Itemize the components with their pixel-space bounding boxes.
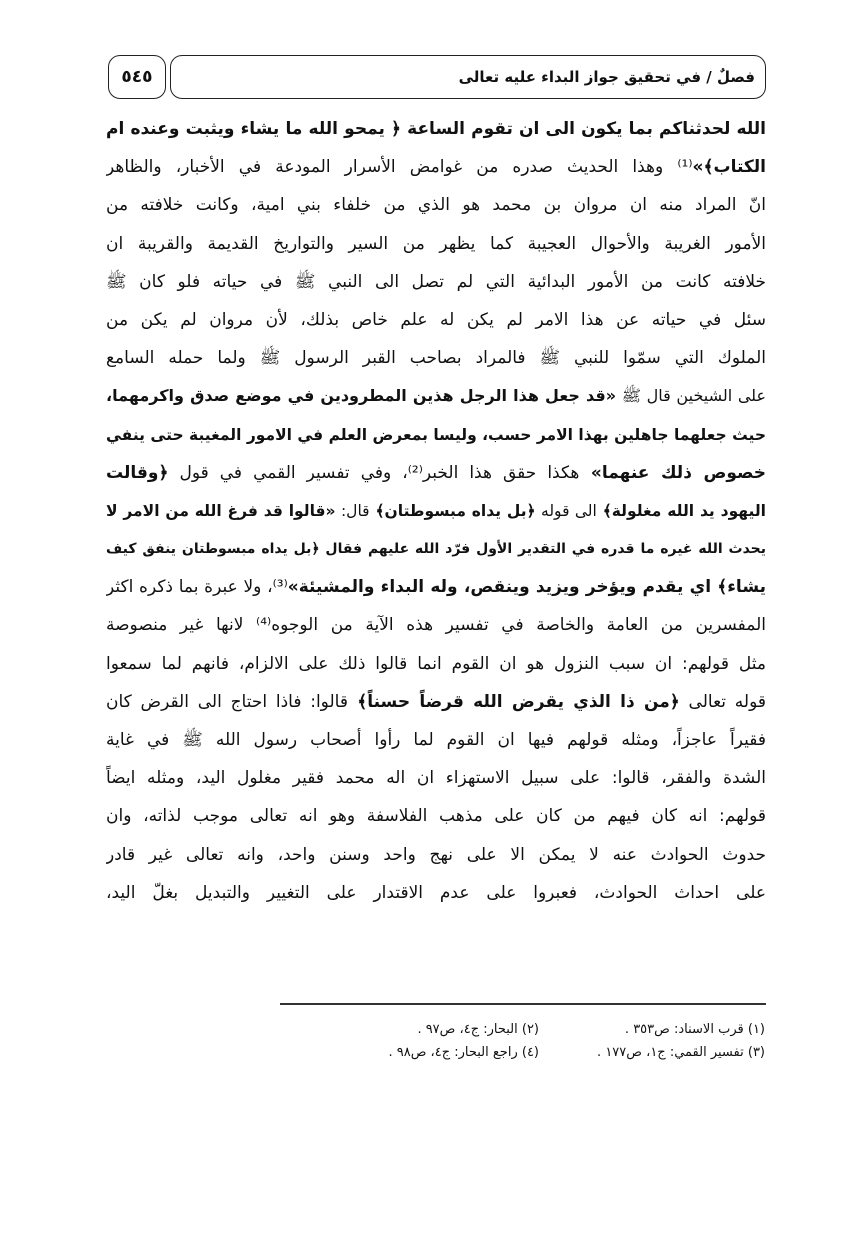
text-line xyxy=(106,110,766,148)
text-line xyxy=(106,530,766,568)
quoted-text: ﴿بل يداه مبسوطتان﴾ xyxy=(369,501,536,520)
page-number: ٥٤٥ xyxy=(108,55,166,99)
text-segment: على الشيخين قال ﷺ xyxy=(616,386,766,406)
text-segment: حدوث الحوادث عنه لا يمكن الا على نهج واحد وسنن واحد، وانه تعالى غير قادر xyxy=(106,844,766,865)
text-segment: المفسرين من العامة والخاصة في تفسير هذه الآية من الوجوه⁽⁴⁾ لانها غير منصوصة xyxy=(106,615,766,636)
text-segment: خلافته كانت من الأمور البدائية التي لم تصل الى النبي ﷺ في حياته فلو كان ﷺ xyxy=(106,271,766,292)
text-line xyxy=(106,416,766,454)
text-line xyxy=(106,148,766,186)
main-text xyxy=(106,110,766,912)
text-line xyxy=(106,759,766,797)
footnote-3: (٣) تفسير القمي: ج١، ص١٧٧ . xyxy=(597,1045,765,1060)
quoted-text: الله لحدثناكم بما يكون الى ان تقوم الساعة ﴿ يمحو الله ما يشاء ويثبت وعنده ام xyxy=(106,119,766,139)
text-segment: قال: xyxy=(335,501,370,520)
quoted-text: «قد جعل هذا الرجل هذين المطرودين في موضع صدق واكرمهما، xyxy=(106,386,617,406)
text-line xyxy=(106,301,766,339)
text-segment: فقيراً عاجزاً، ومثله قولهم فيها ان القوم لما رأوا أصحاب رسول الله ﷺ في غاية xyxy=(106,730,766,750)
text-segment: قالوا: فاذا احتاج الى القرض كان xyxy=(106,691,348,712)
quoted-text: اليهود يد الله مغلولة﴾ xyxy=(596,501,766,520)
text-segment: هكذا حقق هذا الخبر⁽²⁾، وفي تفسير القمي في قول xyxy=(168,462,580,483)
running-header-title: فصلٌ / في تحقيق جواز البداء عليه تعالى xyxy=(170,55,766,99)
text-segment: الى قوله xyxy=(535,501,597,520)
text-line xyxy=(106,492,766,530)
text-line xyxy=(106,454,766,492)
footnote-divider xyxy=(280,1003,766,1005)
footnote-1: (١) قرب الاسناد: ص٣٥٣ . xyxy=(624,1022,765,1037)
quoted-text: يشاء﴾ اي يقدم ويؤخر ويزيد وينقص، وله البداء والمشيئة» xyxy=(287,577,766,598)
footnote-2: (٢) البحار: ج٤، ص٩٧ . xyxy=(417,1022,539,1037)
text-line xyxy=(106,874,766,912)
text-line xyxy=(106,645,766,683)
text-segment: الأمور الغريبة والأحوال العجيبة كما يظهر من السير والتواريخ القديمة والقريبة ان xyxy=(106,233,766,254)
text-line xyxy=(106,797,766,835)
text-segment: قوله تعالى xyxy=(679,691,766,712)
text-segment: ⁽¹⁾ وهذا الحديث صدره من غوامض الأسرار المودعة في الأخبار، والظاهر xyxy=(106,157,693,178)
quoted-text: حيث جعلهما جاهلين بهذا الامر حسب، وليسا بمعرض العلم في الامور المغيبة حتى ينفي xyxy=(106,425,766,444)
text-segment: قولهم: انه كان فيهم من كان على مذهب الفلاسفة وهو انه تعالى موجب لذاته، وان xyxy=(106,806,766,827)
text-line xyxy=(106,606,766,644)
text-segment: سئل في حياته عن هذا الامر لم يكن له علم خاص بذلك، لأن مروان لم يكن من xyxy=(106,309,766,330)
quoted-text: ﴿وقالت xyxy=(106,462,169,483)
text-segment: مثل قولهم: ان سبب النزول هو ان القوم انما قالوا ذلك على الالزام، فانهم لما سمعوا xyxy=(106,653,766,674)
quoted-text: يحدث الله غيره ما قدره في التقدير الأول فرّد الله عليهم فقال ﴿بل يداه مبسوطتان ينفق كيف xyxy=(106,541,766,558)
text-segment: الشدة والفقر، قالوا: على سبيل الاستهزاء ان اله محمد فقير مغلول اليد، ومثله ايضاً xyxy=(106,768,766,789)
text-line xyxy=(106,721,766,759)
footnote-4: (٤) راجع البحار: ج٤، ص٩٨ . xyxy=(388,1045,539,1060)
text-segment: على احداث الحوادث، فعبروا على عدم الاقتدار على التغيير والتبديل بغلّ اليد، xyxy=(106,882,766,903)
quoted-text: ﴿من ذا الذي يقرض الله قرضاً حسناً﴾ xyxy=(347,691,680,712)
text-line xyxy=(106,339,766,377)
text-segment: ⁽³⁾، ولا عبرة بما ذكره اكثر xyxy=(106,577,288,598)
text-line xyxy=(106,263,766,301)
text-line xyxy=(106,683,766,721)
text-line xyxy=(106,225,766,263)
quoted-text: خصوص ذلك عنهما» xyxy=(579,462,766,483)
text-segment: انّ المراد منه ان مروان بن محمد هو الذي من خلفاء بني امية، وكانت خلافته من xyxy=(106,195,766,216)
text-line xyxy=(106,186,766,224)
quoted-text: الكتاب﴾» xyxy=(692,157,766,178)
text-line xyxy=(106,377,766,415)
quoted-text: «قالوا قد فرغ الله من الامر لا xyxy=(106,501,336,520)
text-segment: الملوك التي سمّوا للنبي ﷺ فالمراد بصاحب القبر الرسول ﷺ ولما حمله السامع xyxy=(106,348,766,369)
text-line xyxy=(106,568,766,606)
text-line xyxy=(106,836,766,874)
